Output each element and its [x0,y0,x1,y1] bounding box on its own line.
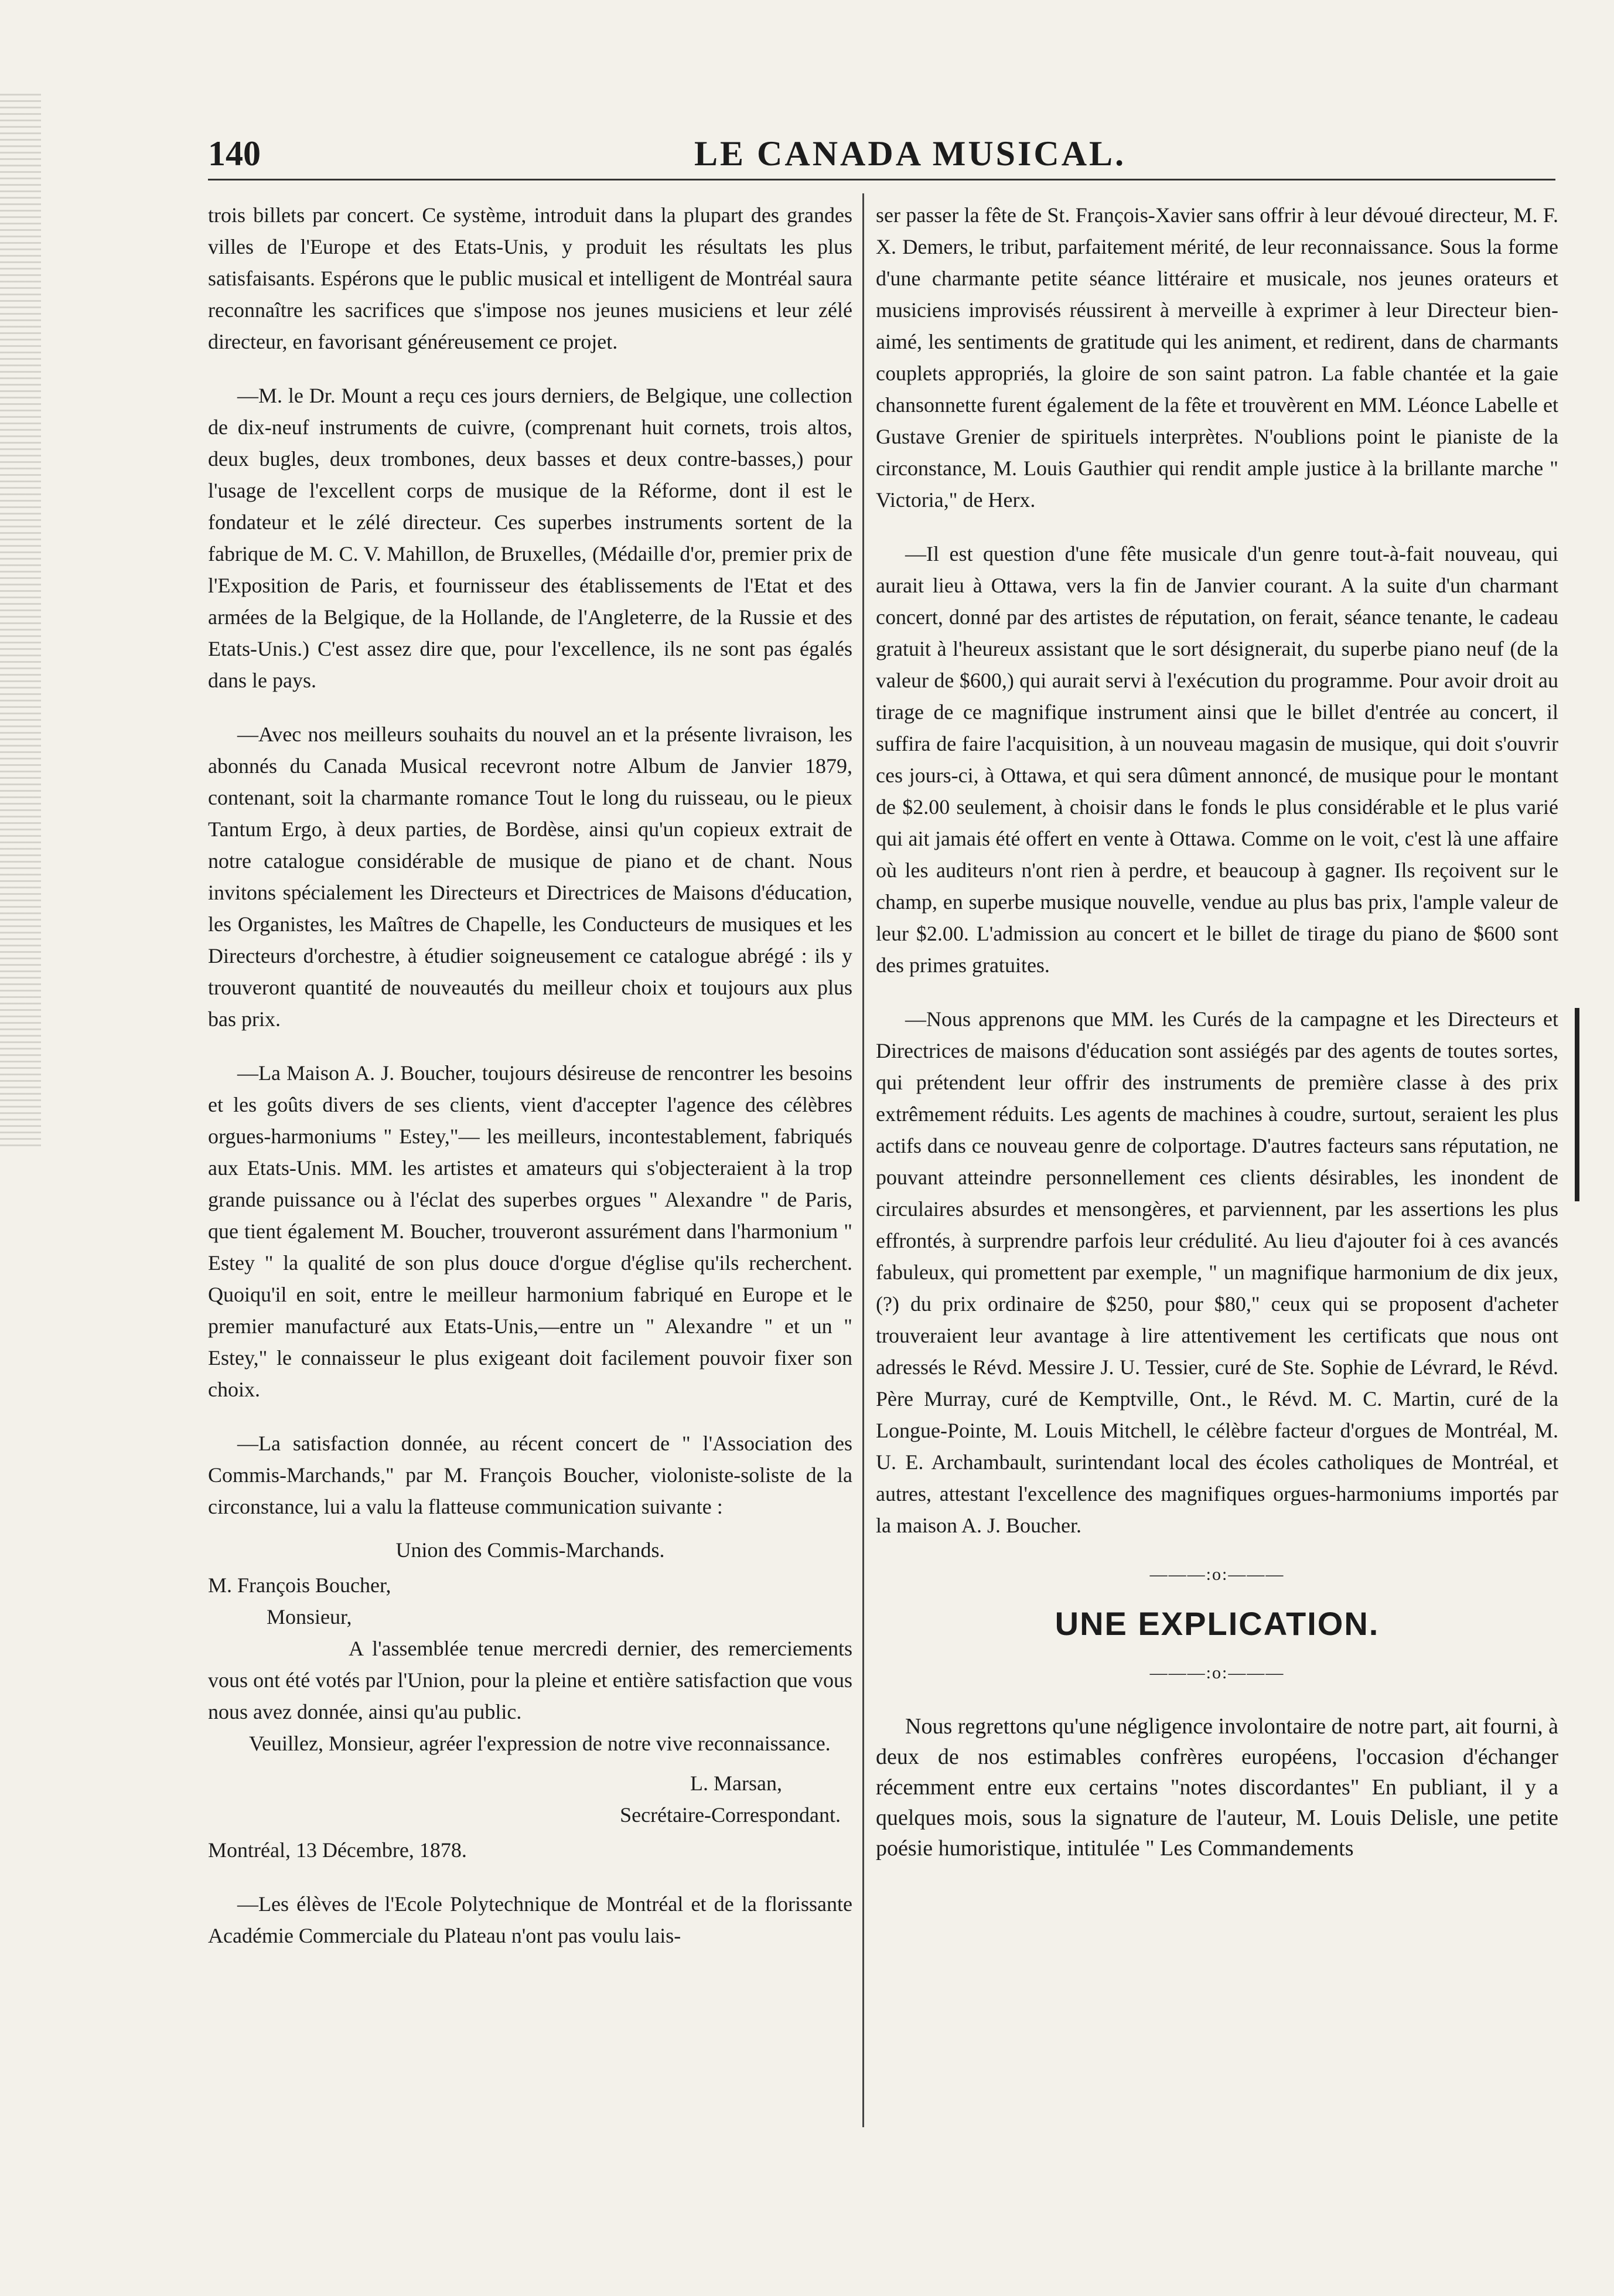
scan-margin-noise [0,94,41,1149]
section-separator: ———:o:——— [1149,1565,1285,1584]
article-paragraph: ser passer la fête de St. François-Xavier sans offrir à leur dévoué directeur, M. F. X. Demers, le tribut, parfaitement mérité, de leur reconnaissance. Sous la forme d'une charmante petite séance littéraire et musicale, nos jeunes orateurs et musiciens improvisés réussirent à merveille à exprimer à leur Directeur bien-aimé, les sentiments de gratitude qui les animent, et redirent, dans de charmants couplets appropriés, la gloire de son saint patron. La fable chantée et la gaie chansonnette furent également de la fête et trouvèrent en MM. Léonce Labelle et Gustave Grenier de spirituels interprètes. N'oublions point le pianiste de la circonstance, M. Louis Gauthier qui rendit ample justice à la brillante marche " Victoria," de Herx. [876,203,1558,512]
article-paragraph: Nous regrettons qu'une négligence involontaire de notre part, ait fourni, à deux de nos estimables confrères européens, l'occasion d'échanger récemment entre eux certains "notes discordantes" En publiant, il y a quelques mois, sous la signature de l'auteur, M. Louis Delisle, une petite poésie humoristique, intitulée " Les Commandements [876,1714,1558,1861]
letter-salutation: Monsieur, [267,1605,352,1629]
article-paragraph: —Les élèves de l'Ecole Polytechnique de Montréal et de la florissante Académie Commerciale du Plateau n'ont pas voulu lais- [208,1892,852,1947]
article-paragraph: —Avec nos meilleurs souhaits du nouvel an et la présente livraison, les abonnés du Canada Musical recevront notre Album de Janvier 1879, contenant, soit la charmante romance Tout le long du ruisseau, ou le pieux Tantum Ergo, à deux parties, de Bordèse, ainsi qu'un copieux extrait de notre catalogue considérable de musique de piano et de chant. Nous invitons spécialement les Directeurs et Directrices de Maisons d'éducation, les Organistes, les Maîtres de Chapelle, les Conducteurs de musiques et les Directeurs d'orchestre, à étudier soigneusement ce catalogue abrégé : ils y trouveront quantité de nouveautés du meilleur choix et toujours aux plus bas prix. [208,723,852,1031]
running-title: LE CANADA MUSICAL. [694,134,1127,173]
signature-name: L. Marsan, [690,1772,782,1795]
column-divider [862,193,864,2127]
article-paragraph: —M. le Dr. Mount a reçu ces jours derniers, de Belgique, une collection de dix-neuf instruments de cuivre, (comprenant huit cornets, trois altos, deux bugles, deux trombones, deux basses et deux contre-basses,) pour l'usage de l'excellent corps de musique de la Réforme, dont il est le fondateur et le zélé directeur. Ces superbes instruments sortent de la fabrique de M. C. V. Mahillon, de Bruxelles, (Médaille d'or, premier prix de l'Exposition de Paris, et fournisseur des établissements de l'Etat et des armées de la Belgique, de la Hollande, de l'Angleterre, de la Russie et des Etats-Unis.) C'est assez dire que, pour l'excellence, ils ne sont pas égalés dans le pays. [208,384,852,692]
page-header [208,134,1561,173]
letter-heading: Union des Commis-Marchands. [395,1538,665,1562]
header-rule [208,179,1555,180]
letter-dateline: Montréal, 13 Décembre, 1878. [208,1838,467,1862]
letter-body: A l'assemblée tenue mercredi dernier, des remerciements vous ont été votés par l'Union, pour la pleine et entière satisfaction que vous nous avez donnée, ainsi qu'au public. [208,1637,852,1723]
article-paragraph: —Il est question d'une fête musicale d'un genre tout-à-fait nouveau, qui aurait lieu à Ottawa, vers la fin de Janvier courant. A la suite d'un charmant concert, donné par des artistes de réputation, on ferait, séance tenante, le cadeau gratuit à l'heureux assistant que le sort désignerait, du superbe piano neuf (de la valeur de $600,) qui aurait servi à l'exécution du programme. Pour avoir droit au tirage de ce magnifique instrument ainsi que le billet d'entrée au concert, il suffira de faire l'acquisition, à un nouveau magasin de musique, qui doit s'ouvrir ces jours-ci, à Ottawa, et qui sera dûment annoncé, de musique pour le montant de $2.00 seulement, à choisir dans le fonds le plus considérable et le plus varié qui ait jamais été offert en vente à Ottawa. Comme on le voit, c'est là une affaire où les auditeurs n'ont rien à perdre, et beaucoup à gagner. Ils reçoivent sur le champ, en superbe musique nouvelle, vendue au plus bas prix, l'ample valeur de leur $2.00. L'admission au concert et le billet de tirage du piano de $600 sont des primes gratuites. [876,542,1558,977]
article-paragraph: trois billets par concert. Ce système, introduit dans la plupart des grandes villes de l'Europe et des Etats-Unis, y produit les résultats les plus satisfaisants. Espérons que le public musical et intelligent de Montréal saura reconnaître les sacrifices que s'impose nos jeunes musiciens et leur zélé directeur, en favorisant généreusement ce projet. [208,203,852,353]
section-separator: ———:o:——— [1149,1663,1285,1682]
letter-addressee: M. François Boucher, [208,1573,391,1597]
letter-closing: Veuillez, Monsieur, agréer l'expression de notre vive reconnaissance. [249,1732,831,1755]
article-paragraph: —La satisfaction donnée, au récent concert de " l'Association des Commis-Marchands," par M. François Boucher, violoniste-soliste de la circonstance, lui a valu la flatteuse communication suivante : [208,1432,852,1518]
signature-role: Secrétaire-Correspondant. [620,1803,841,1827]
right-column [876,199,1558,1864]
scan-margin-bar [1575,1008,1579,1201]
article-paragraph: —La Maison A. J. Boucher, toujours désireuse de rencontrer les besoins et les goûts divers de ses clients, vient d'accepter l'agence des célèbres orgues-harmoniums " Estey,"— les meilleurs, incontestablement, fabriqués aux Etats-Unis. MM. les artistes et amateurs qui s'objecteraient à la trop grande puissance ou à l'éclat des superbes orgues " Alexandre " de Paris, que tient également M. Boucher, trouveront assurément dans l'harmonium " Estey " la qualité de son plus douce d'orgue d'église qu'ils recherchent. Quoiqu'il en soit, entre le meilleur harmonium fabriqué en Europe et le premier manufacturé aux Etats-Unis,—entre un " Alexandre " et un " Estey," le connaisseur le plus exigeant doit facilement pouvoir fixer son choix. [208,1061,852,1401]
page-number: 140 [208,134,261,173]
article-paragraph: —Nous apprenons que MM. les Curés de la campagne et les Directeurs et Directrices de maisons d'éducation sont assiégés par des agents de toutes sortes, qui prétendent leur offrir des instruments de première classe à des prix extrêmement réduits. Les agents de machines à coudre, surtout, seraient les plus actifs dans ce nouveau genre de colportage. D'autres facteurs sans réputation, ne pouvant atteindre personnellement ces clients désirables, les inondent de circulaires absurdes et mensongères, et parviennent, par les assertions les plus effrontés, à surprendre parfois leur crédulité. Au lieu d'ajouter foi à ces avancés fabuleux, qui promettent par exemple, " un magnifique harmonium de dix jeux, (?) du prix ordinaire de $250, pour $80," ceux qui se proposent d'acheter trouveraient leur avantage à lire attentivement les certificats que nous ont adressés le Révd. Messire J. U. Tessier, curé de Ste. Sophie de Lévrard, le Révd. Père Murray, curé de Kemptville, Ont., le Révd. M. C. Martin, curé de la Longue-Pointe, M. Louis Mitchell, le célèbre facteur d'orgues de Montréal, M. U. E. Archambault, surintendant local des écoles catholiques de Montréal, et autres, attestant l'excellence des magnifiques orgues-harmoniums importés par la maison A. J. Boucher. [876,1007,1558,1537]
left-column [208,199,852,1951]
section-heading: UNE EXPLICATION. [1055,1605,1380,1642]
